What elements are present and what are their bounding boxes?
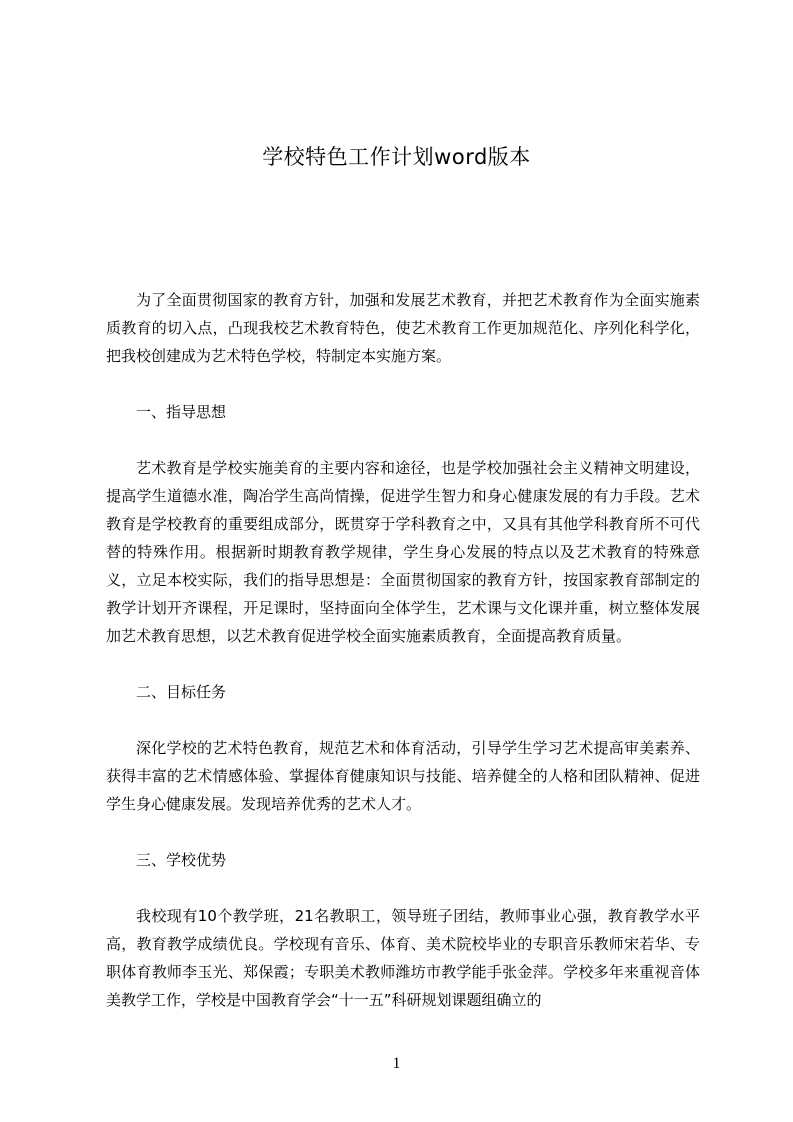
section-body-goals: 深化学校的艺术特色教育，规范艺术和体育活动，引导学生学习艺术提高审美素养、获得丰富的艺术情感体验、掌握体育健康知识与技能、培养健全的人格和团队精神、促进学生身心健康发展。发现培养优秀的艺术人才。 [106,739,700,813]
paragraph-spacer [106,426,700,454]
document-title: 学校特色工作计划word版本 [262,145,531,169]
section-heading-goals: 二、目标任务 [136,683,227,701]
paragraph-spacer [106,706,700,734]
paragraph-spacer [106,818,700,846]
paragraph-spacer [106,874,700,902]
page-number: 1 [392,1055,401,1072]
section-heading-guiding-ideology: 一、指导思想 [136,403,227,421]
section-heading-school-advantages: 三、学校优势 [136,851,227,869]
paragraph-spacer [106,370,700,398]
paragraph-spacer [106,650,700,678]
document-body [106,286,700,1014]
section-body-school-advantages: 我校现有10个教学班，21名教职工，领导班子团结，教师事业心强，教育教学水平高，教育教学成绩优良。学校现有音乐、体育、美术院校毕业的专职音乐教师宋若华、专职体育教师李玉光、郑保霞；专职美术教师潍坊市教学能手张金萍。学校多年来重视音体美教学工作，学校是中国教育学会“十一五”科研规划课题组确立的 [106,907,700,1009]
intro-paragraph: 为了全面贯彻国家的教育方针，加强和发展艺术教育，并把艺术教育作为全面实施素质教育的切入点，凸现我校艺术教育特色，使艺术教育工作更加规范化、序列化科学化，把我校创建成为艺术特色学校，特制定本实施方案。 [106,291,700,365]
section-body-guiding-ideology: 艺术教育是学校实施美育的主要内容和途径，也是学校加强社会主义精神文明建设，提高学生道德水准，陶冶学生高尚情操，促进学生智力和身心健康发展的有力手段。艺术教育是学校教育的重要组成部分，既贯穿于学科教育之中，又具有其他学科教育所不可代替的特殊作用。根据新时期教育教学规律，学生身心发展的特点以及艺术教育的特殊意义，立足本校实际，我们的指导思想是：全面贯彻国家的教育方针，按国家教育部制定的教学计划开齐课程，开足课时，坚持面向全体学生，艺术课与文化课并重，树立整体发展加艺术教育思想，以艺术教育促进学校全面实施素质教育，全面提高教育质量。 [106,459,700,645]
